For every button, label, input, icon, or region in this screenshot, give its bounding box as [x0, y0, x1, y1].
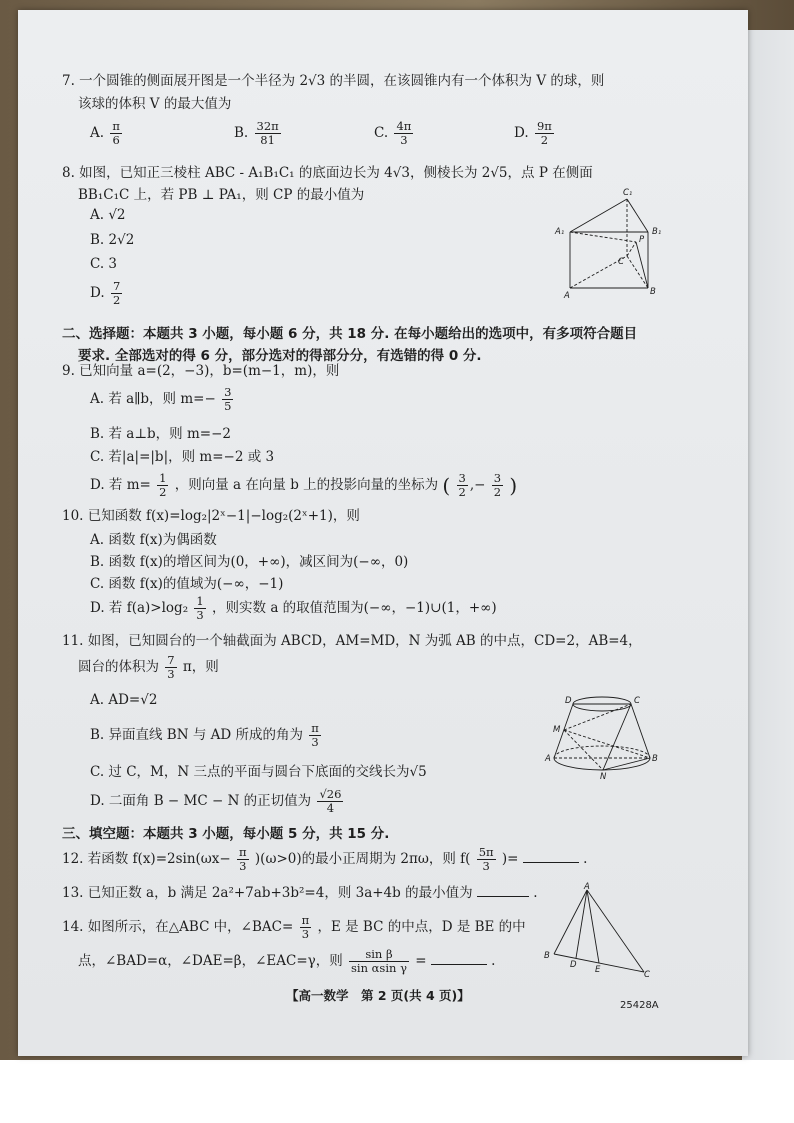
section2-heading-line1: 二、选择题：本题共 3 小题，每小题 6 分，共 18 分. 在每小题给出的选项中，有多项符合题目 [62, 326, 638, 342]
q12-text [62, 846, 587, 873]
option-text: D. 二面角 B − MC − N 的正切值为 [90, 793, 312, 809]
label-p: P [639, 235, 645, 245]
answer-blank[interactable] [477, 896, 529, 897]
fraction: $\frac{32\pi}{81}$ [256, 119, 279, 147]
option-label: B. [234, 125, 249, 141]
q8-option-d[interactable] [90, 280, 124, 307]
q8-option-c[interactable]: C. 3 [90, 256, 118, 272]
fraction: $\frac{4\pi}{3}$ [396, 119, 412, 147]
fraction: $\frac{9\pi}{2}$ [536, 119, 552, 147]
label-c: C [644, 970, 650, 978]
q10-stem: 10. 已知函数 f(x)=log₂|2ˣ−1|−log₂(2ˣ+1)，则 [62, 508, 360, 524]
q11-line2 [78, 654, 219, 681]
label-c: C [634, 696, 640, 706]
label-b1: B₁ [652, 227, 662, 237]
stem-text: 点，∠BAD=α，∠DAE=β，∠EAC=γ，则 [78, 953, 343, 969]
stem-text: . [491, 953, 496, 969]
q14-line1 [62, 914, 526, 941]
label-a1: A₁ [555, 227, 565, 237]
stem-text: )(ω>0)的最小正周期为 2πω，则 f( [254, 851, 471, 867]
label-e: E [595, 965, 601, 975]
paren-close: ) [509, 473, 518, 498]
option-text: A. 若 a∥b，则 m=− [90, 391, 216, 407]
q8-line1: 8. 如图，已知正三棱柱 ABC - A₁B₁C₁ 的底面边长为 4√3，侧棱长为 2√5，点 P 在侧面 [62, 165, 593, 181]
fraction: $\frac{5\pi}{3}$ [478, 845, 494, 873]
q9-option-b[interactable]: B. 若 a⊥b，则 m=−2 [90, 426, 231, 442]
fraction: $\frac{3}{5}$ [224, 385, 232, 413]
fraction: $\frac{1}{2}$ [159, 471, 167, 499]
q7-option-d[interactable] [514, 120, 556, 147]
q7-option-a[interactable] [90, 120, 124, 147]
paper-code: 25428A [620, 1000, 659, 1011]
stem-text: . [533, 885, 538, 901]
q11-option-c[interactable]: C. 过 C，M，N 三点的平面与圆台下底面的交线长为√5 [90, 764, 427, 780]
section2-heading-line2: 要求. 全部选对的得 6 分，部分选对的得部分分，有选错的得 0 分. [78, 348, 482, 364]
fraction: $\frac{1}{3}$ [196, 594, 204, 622]
label-a: A [564, 291, 570, 300]
label-b: B [650, 287, 656, 297]
option-text: D. 若 f(a)>log₂ [90, 600, 189, 616]
q9-option-a[interactable] [90, 386, 235, 413]
triangle-figure [540, 882, 660, 978]
label-b: B [652, 754, 658, 764]
stem-text: 12. 若函数 f(x)=2sin(ωx− [62, 851, 231, 867]
fraction: $\frac{\pi}{6}$ [112, 119, 120, 147]
option-text: ，则向量 a 在向量 b 上的投影向量的坐标为 [174, 477, 439, 493]
q11-option-d[interactable] [90, 788, 345, 815]
section3-heading: 三、填空题：本题共 3 小题，每小题 5 分，共 15 分. [62, 826, 390, 842]
option-text: ，则实数 a 的取值范围为(−∞，−1)∪(1，+∞) [212, 600, 497, 616]
q10-option-b[interactable]: B. 函数 f(x)的增区间为(0，+∞)，减区间为(−∞，0) [90, 554, 409, 570]
fraction: $\frac{3}{2}$ [458, 471, 466, 499]
answer-blank[interactable] [431, 964, 487, 965]
q11-option-a[interactable]: A. AD=√2 [90, 692, 158, 708]
q9-option-d[interactable]: D. 若 m= $\frac{1}{2}$ ，则向量 a 在向量 b 上的投影向量的坐标为 ( $\frac{3}{2}$ ,− $\frac{3}{2}$ ) [90, 471, 518, 499]
label-c1: C₁ [623, 188, 633, 198]
label-a: A [545, 754, 551, 764]
prism-figure [552, 184, 672, 300]
paren-open: ( [442, 473, 451, 498]
q8-option-b[interactable]: B. 2√2 [90, 232, 135, 248]
option-label: A. [90, 125, 105, 141]
q9-stem: 9. 已知向量 a=(2，−3)，b=(m−1，m)，则 [62, 363, 340, 379]
fraction: $\frac{\text{sin β}}{\text{sin αsin γ}}$ [351, 947, 407, 975]
fraction: $\frac{\pi}{3}$ [301, 913, 310, 941]
q7-option-b[interactable] [234, 120, 283, 147]
stem-text: ，E 是 BC 的中点，D 是 BE 的中 [317, 919, 526, 935]
fraction: $\frac{√26}{4}$ [319, 787, 342, 815]
q7-option-c[interactable] [374, 120, 415, 147]
stem-text: 13. 已知正数 a，b 满足 2a²+7ab+3b²=4，则 3a+4b 的最小值为 [62, 885, 473, 901]
q10-option-d[interactable] [90, 595, 497, 622]
option-label: C. [374, 125, 389, 141]
q8-option-a[interactable]: A. √2 [90, 207, 126, 223]
q10-option-c[interactable]: C. 函数 f(x)的值域为(−∞，−1) [90, 576, 284, 592]
label-c: C [618, 257, 624, 267]
stem-text: )= [501, 851, 519, 867]
q10-option-a[interactable]: A. 函数 f(x)为偶函数 [90, 532, 217, 548]
label-d: D [570, 960, 577, 970]
label-n: N [600, 772, 607, 780]
label-a: A [584, 882, 590, 892]
option-label: D. [514, 125, 529, 141]
label-b: B [544, 951, 550, 961]
adjacent-page-edge [742, 30, 794, 1060]
stem-text: 14. 如图所示，在△ABC 中，∠BAC= [62, 919, 294, 935]
option-text: B. 异面直线 BN 与 AD 所成的角为 [90, 727, 303, 743]
stem-text: 圆台的体积为 [78, 659, 159, 675]
fraction: $\frac{\pi}{3}$ [311, 721, 319, 749]
answer-blank[interactable] [523, 862, 579, 863]
q7-line2: 该球的体积 V 的最大值为 [78, 96, 232, 112]
q14-line2 [78, 948, 495, 975]
stem-text: = [415, 953, 427, 969]
label-d: D [565, 696, 572, 706]
q7-line1: 7. 一个圆锥的侧面展开图是一个半径为 2√3 的半圆，在该圆锥内有一个体积为 V 的球，则 [62, 73, 605, 89]
frustum-figure [540, 688, 662, 780]
stem-text: π，则 [182, 659, 219, 675]
fraction: $\frac{7}{3}$ [167, 653, 175, 681]
q11-option-b[interactable] [90, 722, 323, 749]
label-m: M [553, 725, 561, 735]
option-text: D. 若 m= [90, 477, 151, 493]
q8-line2: BB₁C₁C 上，若 PB ⊥ PA₁，则 CP 的最小值为 [78, 187, 365, 203]
q13-text [62, 884, 537, 902]
q9-option-c[interactable]: C. 若|a|=|b|，则 m=−2 或 3 [90, 449, 275, 465]
q11-line1: 11. 如图，已知圆台的一个轴截面为 ABCD，AM=MD，N 为弧 AB 的中点，CD=2，AB=4， [62, 633, 642, 649]
stem-text: . [583, 851, 588, 867]
fraction: $\frac{7}{2}$ [112, 279, 121, 307]
page-footer: 【高一数学 第 2 页(共 4 页)】 [286, 988, 470, 1003]
fraction: $\frac{3}{2}$ [493, 471, 502, 499]
option-label: D. [90, 285, 105, 301]
fraction: $\frac{\pi}{3}$ [239, 845, 247, 873]
